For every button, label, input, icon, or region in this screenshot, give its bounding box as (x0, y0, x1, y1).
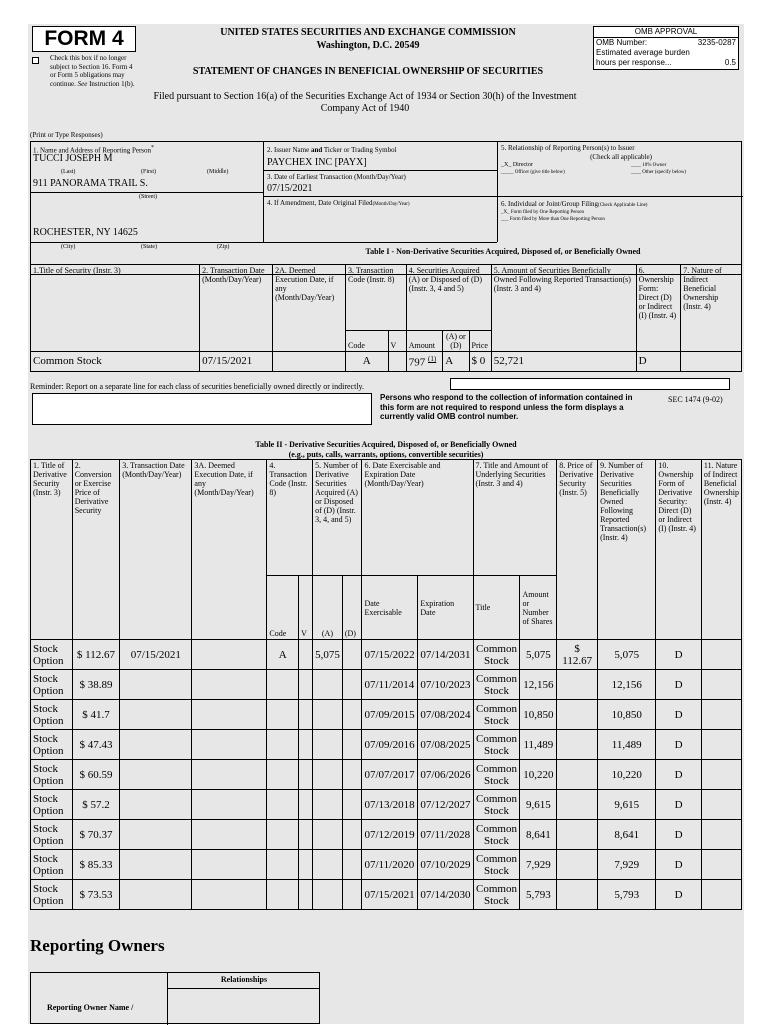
street-value: 911 PANORAMA TRAIL S. (33, 178, 148, 189)
omb-number-label: OMB Number: (596, 38, 648, 47)
t2-underlying-amount: 10,220 (520, 760, 557, 790)
director-mark: _X_ (501, 162, 512, 168)
t2-underlying-title: Common Stock (473, 850, 520, 880)
t1-title: Common Stock (31, 352, 200, 372)
t2-price: $ 85.33 (72, 850, 119, 880)
t2-a (313, 670, 343, 700)
t2-date-exercisable: 07/11/2014 (362, 670, 418, 700)
table-row (31, 730, 742, 760)
header-boxes (30, 141, 742, 275)
director-label: Director (512, 162, 533, 168)
table-row (31, 640, 742, 670)
t2-deemed (192, 670, 267, 700)
t2-h11: 11. Nature of Indirect Beneficial Ownership (Instr. 4) (701, 460, 741, 640)
t2-title: Stock Option (31, 700, 73, 730)
zip-label: (Zip) (217, 244, 230, 250)
t2-title: Stock Option (31, 850, 73, 880)
box1-label-text: 1. Name and Address of Reporting Person (33, 146, 152, 155)
box6-label-text: 6. Individual or Joint/Group Filing (501, 200, 599, 208)
table-row (31, 880, 742, 910)
t2-expiration-date: 07/10/2029 (418, 850, 473, 880)
t2-expiration-date: 07/10/2023 (418, 670, 473, 700)
t2-d (342, 730, 362, 760)
t2-h10: 10. Ownership Form of Derivative Security: Direct (D) or Indirect (I) (Instr. 4) (656, 460, 701, 640)
t2-ownership-form: D (656, 850, 701, 880)
t2-d (342, 640, 362, 670)
t2-expiration-date: 07/08/2025 (418, 730, 473, 760)
t2-sub-code: Code (267, 576, 299, 640)
table-row (31, 850, 742, 880)
t2-price: $ 112.67 (72, 640, 119, 670)
t2-code (267, 700, 299, 730)
t2-number-owned: 5,075 (598, 640, 656, 670)
t2-deemed (192, 730, 267, 760)
t2-number-owned: 10,220 (598, 760, 656, 790)
state-label: (State) (141, 244, 157, 250)
t2-derivative-price (557, 790, 598, 820)
checkbox-note-text: Check this box if no longer subject to Section 16. Form 4 or Form 5 obligations may continue. (50, 54, 133, 88)
table-row (31, 700, 742, 730)
t1-date: 07/15/2021 (200, 352, 273, 372)
box2-label-c: Ticker or Trading Symbol (323, 146, 397, 154)
t1-code: A (345, 352, 388, 372)
t2-derivative-price (557, 760, 598, 790)
t2-deemed (192, 760, 267, 790)
divider-v2 (497, 142, 498, 242)
box2-label-b: and (310, 146, 323, 154)
t1-h3: 3. Transaction Code (Instr. 8) (345, 265, 406, 331)
t2-date (120, 820, 192, 850)
reminder: Reminder: Report on a separate line for each class of securities beneficially owned directly or indirectly. (30, 382, 365, 391)
print-type-note: (Print or Type Responses) (30, 131, 103, 139)
t2-code (267, 790, 299, 820)
t2-date (120, 730, 192, 760)
table-row (31, 820, 742, 850)
t2-v (299, 640, 313, 670)
t2-d (342, 670, 362, 700)
box3-label: 3. Date of Earliest Transaction (Month/Day/Year) (267, 173, 406, 181)
t1-amount-cell (406, 352, 442, 372)
t2-sub-exercisable: Date Exercisable (362, 576, 418, 640)
t2-date (120, 760, 192, 790)
t2-deemed (192, 700, 267, 730)
divider-city (31, 242, 497, 243)
table-row (31, 670, 742, 700)
t2-d (342, 820, 362, 850)
t2-h3a: 3A. Deemed Execution Date, if any (Month/Day/Year) (192, 460, 267, 640)
reporting-owners-table (30, 972, 320, 1024)
t2-h9: 9. Number of Derivative Securities Beneficially Owned Following Reported Transaction(s) (Instr. 4) (598, 460, 656, 640)
t2-ownership-form: D (656, 700, 701, 730)
omb-burden: Estimated average burden (596, 48, 690, 57)
t1-sub-aord: (A) or (D) (443, 331, 469, 352)
t2-date-exercisable: 07/15/2022 (362, 640, 418, 670)
t2-number-owned: 7,929 (598, 850, 656, 880)
table2-title: Table II - Derivative Securities Acquired, Disposed of, or Beneficially Owned (255, 440, 517, 449)
box6-opt1: _X_ Form filed by One Reporting Person (501, 210, 585, 215)
t2-code (267, 670, 299, 700)
city-label: (City) (61, 244, 76, 250)
t2-number-owned: 10,850 (598, 700, 656, 730)
omb-hours-label: hours per response... (596, 58, 672, 67)
t2-nature (701, 670, 741, 700)
t2-derivative-price (557, 820, 598, 850)
t2-underlying-title: Common Stock (473, 880, 520, 910)
t2-a (313, 820, 343, 850)
t2-v (299, 880, 313, 910)
t2-v (299, 730, 313, 760)
form-title: FORM 4 (32, 26, 136, 52)
t1-v (388, 352, 406, 372)
t2-number-owned: 9,615 (598, 790, 656, 820)
t2-code (267, 760, 299, 790)
other-row: ____ Other (specify below) (631, 170, 687, 175)
t2-h6: 6. Date Exercisable and Expiration Date (Month/Day/Year) (362, 460, 473, 576)
t2-ownership-form: D (656, 730, 701, 760)
owner10-label: 10% Owner (642, 163, 667, 168)
t2-sub-amount: Amount or Number of Shares (520, 576, 557, 640)
t2-nature (701, 850, 741, 880)
reminder-blank-box (450, 378, 730, 390)
t2-expiration-date: 07/14/2031 (418, 640, 473, 670)
t1-h1: 1.Title of Security (Instr. 3) (31, 265, 200, 352)
t2-expiration-date: 07/14/2030 (418, 880, 473, 910)
t2-code (267, 730, 299, 760)
footnote-link[interactable]: (1) (427, 355, 437, 364)
t2-deemed (192, 880, 267, 910)
t1-form: D (636, 352, 681, 372)
t2-a (313, 880, 343, 910)
omb-hours-row (594, 58, 738, 68)
t2-nature (701, 730, 741, 760)
t2-derivative-price (557, 700, 598, 730)
t2-date-exercisable: 07/09/2016 (362, 730, 418, 760)
t2-underlying-amount: 10,850 (520, 700, 557, 730)
t1-deemed (273, 352, 346, 372)
checkbox-note-see: See (77, 79, 88, 88)
t2-nature (701, 880, 741, 910)
t2-v (299, 820, 313, 850)
table2-body (31, 640, 742, 910)
t2-code (267, 880, 299, 910)
t2-sub-d: (D) (342, 576, 362, 640)
t2-underlying-title: Common Stock (473, 670, 520, 700)
t1-sub-price: Price (469, 331, 491, 352)
t2-h1: 1. Title of Derivative Security (Instr. 3) (31, 460, 73, 640)
city-value: ROCHESTER, NY 14625 (33, 227, 138, 238)
t2-expiration-date: 07/12/2027 (418, 790, 473, 820)
t2-title: Stock Option (31, 820, 73, 850)
t2-d (342, 760, 362, 790)
t2-a (313, 790, 343, 820)
t2-price: $ 70.37 (72, 820, 119, 850)
t2-nature (701, 790, 741, 820)
t1-h2a: 2A. Deemed Execution Date, if any (Month/Day/Year) (273, 265, 346, 352)
t2-deemed (192, 640, 267, 670)
t2-v (299, 850, 313, 880)
t2-derivative-price (557, 880, 598, 910)
t2-number-owned: 8,641 (598, 820, 656, 850)
box1-star: * (151, 145, 154, 151)
t2-title: Stock Option (31, 640, 73, 670)
t2-underlying-title: Common Stock (473, 760, 520, 790)
t2-derivative-price: $ 112.67 (557, 640, 598, 670)
box5-sub: (Check all applicable) (590, 153, 652, 161)
t2-nature (701, 640, 741, 670)
t2-price: $ 41.7 (72, 700, 119, 730)
t2-date (120, 670, 192, 700)
t2-date (120, 790, 192, 820)
t1-h5: 5. Amount of Securities Beneficially Owned Following Reported Transaction(s) (Instr. 3 and 4) (491, 265, 636, 352)
table-row (31, 352, 742, 372)
omb-number-row (594, 38, 738, 48)
t2-sub-title: Title (473, 576, 520, 640)
t2-h8: 8. Price of Derivative Security (Instr. 5) (557, 460, 598, 640)
t2-nature (701, 820, 741, 850)
t2-underlying-amount: 7,929 (520, 850, 557, 880)
statement-title: STATEMENT OF CHANGES IN BENEFICIAL OWNERSHIP OF SECURITIES (192, 66, 544, 77)
owner10-row: ____ 10% Owner (631, 163, 667, 168)
t2-nature (701, 760, 741, 790)
t2-d (342, 880, 362, 910)
t2-a (313, 850, 343, 880)
t1-nature (681, 352, 742, 372)
t2-underlying-title: Common Stock (473, 730, 520, 760)
t2-ownership-form: D (656, 640, 701, 670)
t2-expiration-date: 07/06/2026 (418, 760, 473, 790)
t2-ownership-form: D (656, 790, 701, 820)
box6-label-small: (Check Applicable Line) (598, 203, 648, 208)
other-label: Other (specify below) (642, 170, 687, 175)
persons-notice: Persons who respond to the collection of information contained in this form are not required to respond unless the form displays a currently valid OMB control number. (380, 393, 633, 421)
t1-h2: 2. Transaction Date (Month/Day/Year) (200, 265, 273, 352)
t1-aord: A (443, 352, 469, 372)
t2-expiration-date: 07/11/2028 (418, 820, 473, 850)
table-row (31, 790, 742, 820)
t2-date-exercisable: 07/13/2018 (362, 790, 418, 820)
t2-date (120, 700, 192, 730)
t1-sub-v: V (388, 331, 406, 352)
t2-code (267, 850, 299, 880)
officer-label: Officer (give title below) (514, 170, 565, 175)
t2-derivative-price (557, 670, 598, 700)
t2-underlying-title: Common Stock (473, 820, 520, 850)
t2-ownership-form: D (656, 760, 701, 790)
middle-label: (Middle) (207, 169, 229, 175)
t1-h7: 7. Nature of Indirect Beneficial Ownership (Instr. 4) (681, 265, 742, 352)
t1-sub-code: Code (345, 331, 388, 352)
table2-subtitle: (e.g., puts, calls, warrants, options, convertible securities) (288, 450, 484, 459)
t2-date-exercisable: 07/11/2020 (362, 850, 418, 880)
t2-price: $ 60.59 (72, 760, 119, 790)
director-row (501, 162, 533, 169)
t2-h5: 5. Number of Derivative Securities Acquired (A) or Disposed of (D) (Instr. 3, 4, and 5) (313, 460, 362, 576)
t2-a: 5,075 (313, 640, 343, 670)
t2-price: $ 38.89 (72, 670, 119, 700)
t2-underlying-amount: 11,489 (520, 730, 557, 760)
t2-underlying-amount: 8,641 (520, 820, 557, 850)
box4-label-text: 4. If Amendment, Date Original Filed (267, 199, 373, 207)
box6-opt2: ___ Form filed by More than One Reporting Person (501, 217, 605, 222)
t2-v (299, 670, 313, 700)
t2-expiration-date: 07/08/2024 (418, 700, 473, 730)
box4-label (267, 199, 410, 208)
t1-amount: 797 (408, 356, 426, 369)
t2-ownership-form: D (656, 880, 701, 910)
t2-underlying-amount: 5,075 (520, 640, 557, 670)
table-row (31, 760, 742, 790)
sec-code: SEC 1474 (9-02) (668, 395, 723, 404)
t2-underlying-amount: 5,793 (520, 880, 557, 910)
t2-v (299, 760, 313, 790)
t2-underlying-title: Common Stock (473, 700, 520, 730)
t2-date-exercisable: 07/15/2021 (362, 880, 418, 910)
t2-sub-v: V (299, 576, 313, 640)
table1 (30, 264, 742, 372)
divider-box2 (263, 170, 497, 171)
t2-h7: 7. Title and Amount of Underlying Securities (Instr. 3 and 4) (473, 460, 557, 576)
t2-price: $ 57.2 (72, 790, 119, 820)
t2-number-owned: 12,156 (598, 670, 656, 700)
divider-v1 (263, 142, 264, 242)
t2-a (313, 760, 343, 790)
agency-line2: Washington, D.C. 20549 (316, 40, 420, 51)
omb-number: 3235-0287 (697, 38, 736, 47)
t2-d (342, 850, 362, 880)
t2-code (267, 820, 299, 850)
t2-d (342, 790, 362, 820)
t2-date-exercisable: 07/09/2015 (362, 700, 418, 730)
t2-deemed (192, 790, 267, 820)
t2-title: Stock Option (31, 790, 73, 820)
t2-price: $ 73.53 (72, 880, 119, 910)
divider-box3 (263, 196, 743, 197)
t2-a (313, 730, 343, 760)
owners-divider (167, 989, 168, 1025)
t2-deemed (192, 850, 267, 880)
relationships-header: Relationships (167, 973, 320, 989)
t2-a (313, 700, 343, 730)
t2-underlying-title: Common Stock (473, 640, 520, 670)
t2-underlying-amount: 9,615 (520, 790, 557, 820)
earliest-transaction-date: 07/15/2021 (267, 183, 313, 194)
owner-name-label: Reporting Owner Name / (47, 1003, 134, 1012)
t2-date-exercisable: 07/12/2019 (362, 820, 418, 850)
t1-sub-amount: Amount (406, 331, 442, 352)
t2-date (120, 850, 192, 880)
table2-header-row (31, 460, 742, 576)
agency-line1: UNITED STATES SECURITIES AND EXCHANGE COMMISSION (220, 27, 516, 38)
checkbox-note (50, 54, 136, 88)
t2-d (342, 700, 362, 730)
t2-date (120, 880, 192, 910)
t2-number-owned: 5,793 (598, 880, 656, 910)
t2-nature (701, 700, 741, 730)
reporting-owners-heading: Reporting Owners (30, 936, 165, 955)
t2-sub-expiration: Expiration Date (418, 576, 473, 640)
last-label: (Last) (61, 169, 76, 175)
notice-blank-box (32, 393, 372, 425)
t2-ownership-form: D (656, 670, 701, 700)
divider-street (31, 192, 263, 193)
t1-h4: 4. Securities Acquired (A) or Disposed of (D) (Instr. 3, 4 and 5) (406, 265, 491, 331)
table2 (30, 459, 742, 910)
street-label: (Street) (139, 194, 157, 200)
form-background (28, 24, 744, 1024)
t2-h3: 3. Transaction Date (Month/Day/Year) (120, 460, 192, 640)
t2-h2: 2. Conversion or Exercise Price of Derivative Security (72, 460, 119, 640)
t2-derivative-price (557, 850, 598, 880)
checkbox-note-instruction: Instruction 1(b). (89, 79, 135, 88)
t2-code: A (267, 640, 299, 670)
reporting-person-name: TUCCI JOSEPH M (33, 153, 113, 164)
table1-header-row (31, 265, 742, 331)
t2-derivative-price (557, 730, 598, 760)
no-longer-subject-checkbox[interactable] (32, 57, 39, 64)
box2-label-a: 2. Issuer Name (267, 146, 310, 154)
box2-label (267, 146, 397, 154)
t2-v (299, 790, 313, 820)
t2-underlying-amount: 12,156 (520, 670, 557, 700)
t2-underlying-title: Common Stock (473, 790, 520, 820)
t2-title: Stock Option (31, 880, 73, 910)
issuer-name: PAYCHEX INC [PAYX] (267, 157, 367, 168)
t2-number-owned: 11,489 (598, 730, 656, 760)
box4-label-small: (Month/Day/Year) (372, 202, 410, 207)
first-label: (First) (141, 169, 156, 175)
box5-label: 5. Relationship of Reporting Person(s) to Issuer (501, 144, 635, 152)
t1-price: $ 0 (469, 352, 491, 372)
omb-hours: 0.5 (724, 58, 736, 67)
t2-title: Stock Option (31, 730, 73, 760)
filed-pursuant: Filed pursuant to Section 16(a) of the Securities Exchange Act of 1934 or Section 30(h) of the Investment Company Act of 1940 (153, 91, 577, 114)
t2-date-exercisable: 07/07/2017 (362, 760, 418, 790)
t2-deemed (192, 820, 267, 850)
t2-title: Stock Option (31, 670, 73, 700)
t1-h6: 6. Ownership Form: Direct (D) or Indirect (I) (Instr. 4) (636, 265, 681, 352)
t2-price: $ 47.43 (72, 730, 119, 760)
omb-title: OMB APPROVAL (594, 27, 738, 38)
t2-sub-a: (A) (313, 576, 343, 640)
t1-owned: 52,721 (491, 352, 636, 372)
officer-row: _____ Officer (give title below) (501, 170, 565, 175)
t2-ownership-form: D (656, 820, 701, 850)
t2-date: 07/15/2021 (120, 640, 192, 670)
t2-h4: 4. Transaction Code (Instr. 8) (267, 460, 313, 576)
table1-title: Table I - Non-Derivative Securities Acquired, Disposed of, or Beneficially Owned (365, 247, 641, 256)
t2-v (299, 700, 313, 730)
t2-title: Stock Option (31, 760, 73, 790)
omb-approval-box (593, 26, 739, 70)
